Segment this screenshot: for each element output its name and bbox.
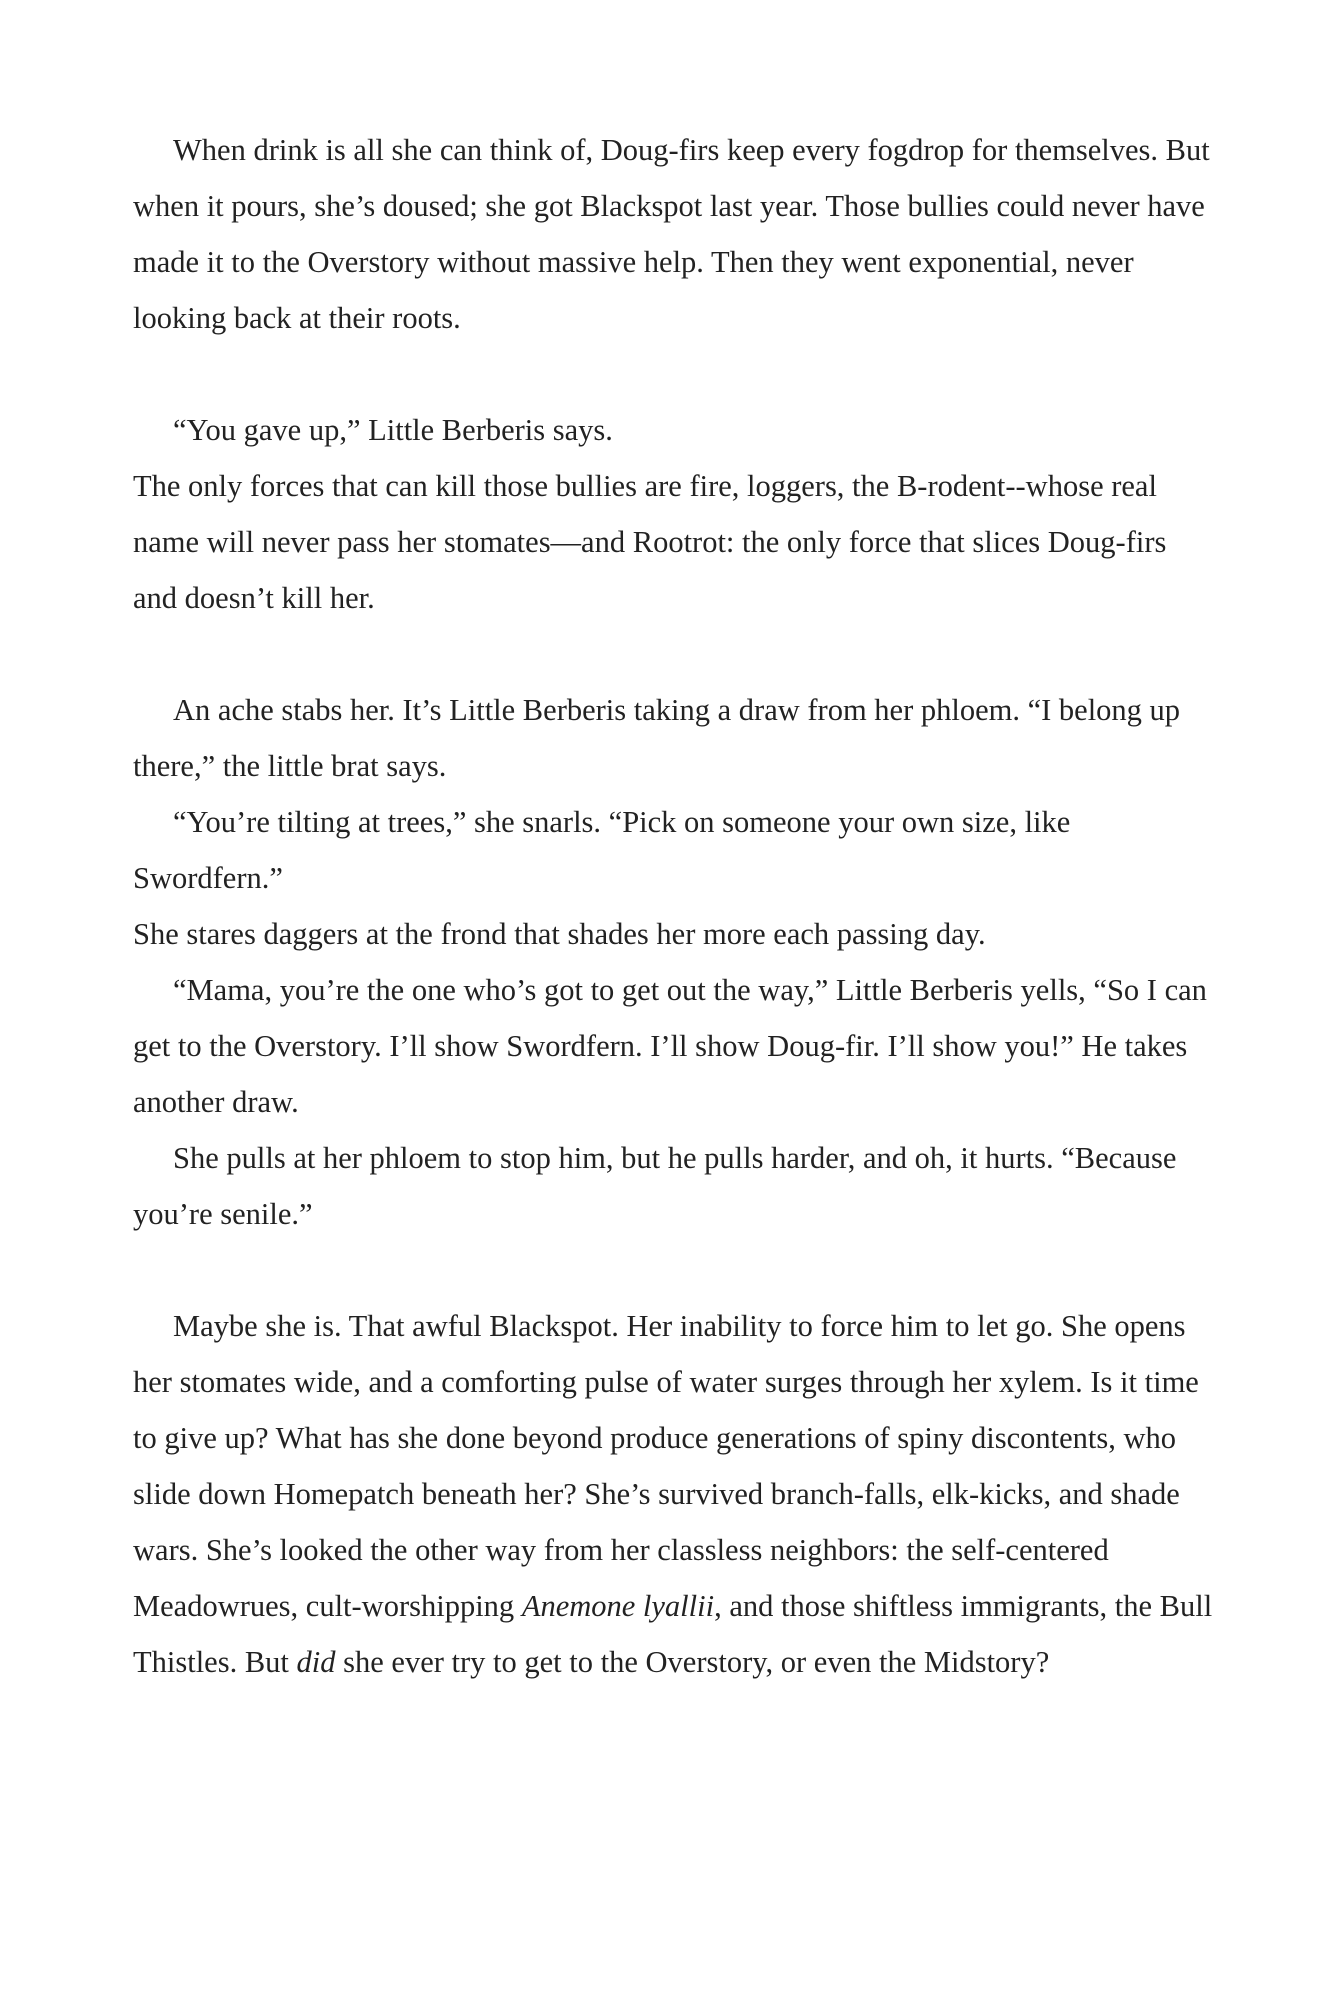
paragraph-ache-stabs: An ache stabs her. It’s Little Berberis taking a draw from her phloem. “I belong up there,” the little brat says. bbox=[133, 693, 1181, 783]
paragraph-text-part: she ever try to get to the Overstory, or even the Midstory? bbox=[335, 1645, 1050, 1679]
paragraph-doug-firs: When drink is all she can think of, Doug-firs keep every fogdrop for themselves. But when it pours, she’s doused; she got Blackspot last year. Those bullies could never have made it to the Overstory without massive help. Then they went exponential, never looking back at their roots. bbox=[133, 133, 1210, 335]
paragraph-tilting-at-trees: “You’re tilting at trees,” she snarls. “Pick on someone your own size, like Swordfern.” bbox=[133, 805, 1071, 895]
paragraph-text-part: , and those shiftless immigrants, the Bull Thistles. But bbox=[133, 1589, 1213, 1679]
paragraph-you-gave-up: “You gave up,” Little Berberis says. bbox=[173, 413, 613, 447]
paragraph-text-part: Maybe she is. That awful Blackspot. Her inability to force him to let go. She opens her stomates wide, and a comforting pulse of water surges through her xylem. Is it time to give up? What has she done beyond produce generations of spiny discontents, who slide down Homepatch beneath her? She’s survived branch-falls, elk-kicks, and shade wars. She’s looked the other way from her classless neighbors: the self-centered Meadowrues, cult-worshipping bbox=[133, 1309, 1199, 1623]
paragraph-mama: “Mama, you’re the one who’s got to get out the way,” Little Berberis yells, “So I can get to the Overstory. I’ll show Swordfern. I’ll show Doug-fir. I’ll show you!” He takes another draw. bbox=[133, 973, 1207, 1119]
paragraph-pulls-phloem: She pulls at her phloem to stop him, but he pulls harder, and oh, it hurts. “Because you’re senile.” bbox=[133, 1141, 1177, 1231]
paragraph-stares-daggers: She stares daggers at the frond that shades her more each passing day. bbox=[133, 917, 986, 951]
italic-emphasis: did bbox=[296, 1645, 336, 1679]
paragraph-maybe-she-is bbox=[133, 1298, 1213, 1690]
italic-species-name: Anemone lyallii bbox=[521, 1589, 715, 1623]
paragraph-forces: The only forces that can kill those bullies are fire, loggers, the B-rodent--whose real name will never pass her stomates—and Rootrot: the only force that slices Doug-firs and doesn’t kill her. bbox=[133, 469, 1167, 615]
document-page bbox=[133, 122, 1213, 1690]
